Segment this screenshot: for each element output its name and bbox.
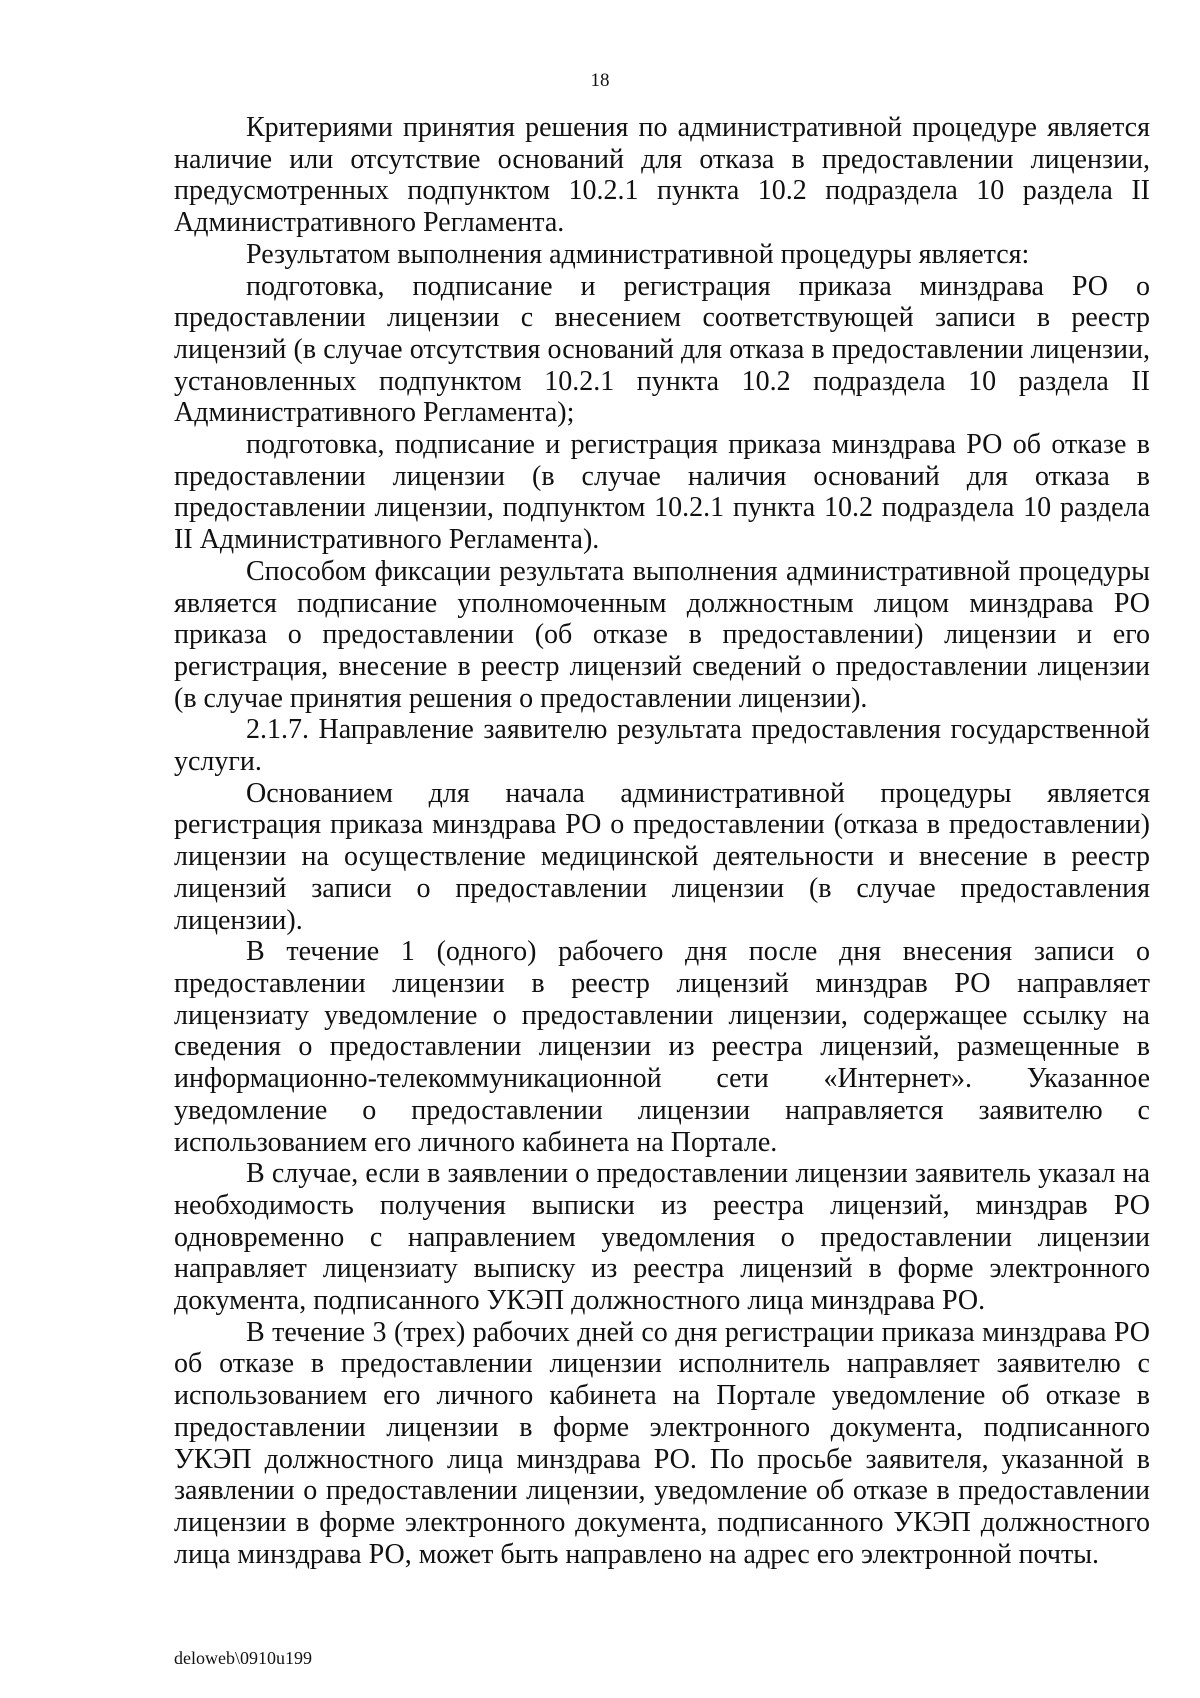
paragraph-decision-criteria: Критериями принятия решения по административной процедуре является наличие или отсутствие оснований для отказа в предоставлении лицензии, предусмотренных подпунктом 10.2.1 пункта 10.2 подраздела 10 раздела II Административного Регламента.	[174, 112, 1150, 239]
paragraph-section-2-1-7: 2.1.7. Направление заявителю результата предоставления государственной услуги.	[174, 714, 1150, 778]
footer-document-code: deloweb\0910u199	[174, 1648, 312, 1668]
paragraph-result-fixation: Способом фиксации результата выполнения административной процедуры является подписание уполномоченным должностным лицом минздрава РО приказа о предоставлении (об отказе в предоставлении) лицензии и его регистрация, внесение в реестр лицензий сведений о предоставлении лицензии (в случае принятия решения о предоставлении лицензии).	[174, 555, 1150, 714]
document-body	[174, 112, 1150, 1570]
paragraph-notification-refusal: В течение 3 (трех) рабочих дней со дня регистрации приказа минздрава РО об отказе в предоставлении лицензии исполнитель направляет заявителю с использованием его личного кабинета на Портале уведомление об отказе в предоставлении лицензии в форме электронного документа, подписанного УКЭП должностного лица минздрава РО. По просьбе заявителя, указанной в заявлении о предоставлении лицензии, уведомление об отказе в предоставлении лицензии в форме электронного документа, подписанного УКЭП должностного лица минздрава РО, может быть направлено на адрес его электронной почты.	[174, 1316, 1150, 1570]
paragraph-result-refusal: подготовка, подписание и регистрация приказа минздрава РО об отказе в предоставлении лицензии (в случае наличия оснований для отказа в предоставлении лицензии, подпунктом 10.2.1 пункта 10.2 подраздела 10 раздела II Административного Регламента).	[174, 429, 1150, 556]
paragraph-notification-grant: В течение 1 (одного) рабочего дня после дня внесения записи о предоставлении лицензии в реестр лицензий минздрав РО направляет лицензиату уведомление о предоставлении лицензии, содержащее ссылку на сведения о предоставлении лицензии из реестра лицензий, размещенные в информационно-телекоммуникационной сети «Интернет». Указанное уведомление о предоставлении лицензии направляется заявителю с использованием его личного кабинета на Портале.	[174, 936, 1150, 1158]
paragraph-registry-extract: В случае, если в заявлении о предоставлении лицензии заявитель указал на необходимость получения выписки из реестра лицензий, минздрав РО одновременно с направлением уведомления о предоставлении лицензии направляет лицензиату выписку из реестра лицензий в форме электронного документа, подписанного УКЭП должностного лица минздрава РО.	[174, 1158, 1150, 1317]
paragraph-procedure-basis: Основанием для начала административной процедуры является регистрация приказа минздрава РО о предоставлении (отказа в предоставлении) лицензии на осуществление медицинской деятельности и внесение в реестр лицензий записи о предоставлении лицензии (в случае предоставления лицензии).	[174, 777, 1150, 936]
page-number: 18	[590, 70, 610, 91]
paragraph-result-intro: Результатом выполнения административной процедуры является:	[246, 238, 1030, 270]
paragraph-result-grant: подготовка, подписание и регистрация приказа минздрава РО о предоставлении лицензии с внесением соответствующей записи в реестр лицензий (в случае отсутствия оснований для отказа в предоставлении лицензии, установленных подпунктом 10.2.1 пункта 10.2 подраздела 10 раздела II Административного Регламента);	[174, 270, 1150, 429]
